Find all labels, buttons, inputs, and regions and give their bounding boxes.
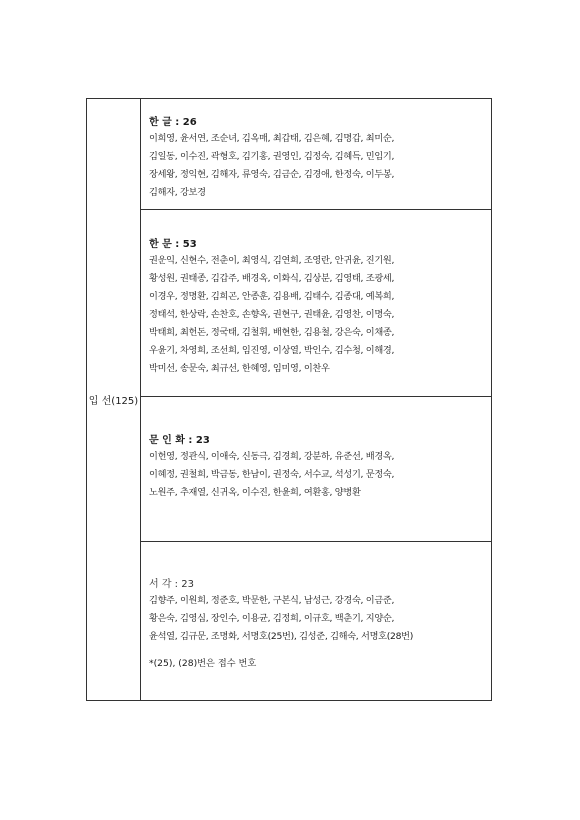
- name-line: 김해자, 강보경: [149, 187, 206, 198]
- name-line: 김일동, 이수진, 곽형호, 김기홍, 권영인, 김정숙, 김혜득, 민임기,: [149, 151, 395, 162]
- name-list: [149, 592, 483, 646]
- section-hanmun: [141, 210, 491, 397]
- section-hangeul: [141, 99, 491, 210]
- name-line: 이헌영, 정관식, 이애숙, 신동극, 김경희, 강분하, 유준선, 배경옥,: [149, 451, 395, 462]
- name-line: 정태석, 한상락, 손찬호, 손향옥, 권현구, 권태윤, 김영찬, 이명숙,: [149, 309, 395, 320]
- name-line: 김향주, 이원희, 정준호, 박문한, 구본식, 남성근, 강경숙, 이금준,: [149, 595, 395, 606]
- name-line: 윤석열, 김규문, 조명화, 서명호(25번), 김성준, 김해숙, 서명호(28번): [149, 631, 413, 642]
- footnote: *(25), (28)번은 접수 번호: [149, 658, 257, 669]
- section-munin: [141, 397, 491, 542]
- section-header: 서 각 : 23: [149, 579, 194, 590]
- section-header: 문 인 화 : 23: [149, 435, 210, 446]
- name-line: 노원주, 추재열, 신귀옥, 이수진, 한윤희, 여환홍, 양병환: [149, 487, 361, 498]
- name-line: 황은숙, 김영심, 장인수, 이용균, 김정희, 이규호, 백춘기, 지양순,: [149, 613, 395, 624]
- name-line: 박미선, 송문숙, 최규선, 한혜영, 임미영, 이찬우: [149, 363, 330, 374]
- name-line: 이희영, 윤서연, 조순녀, 김옥매, 최갑태, 김은혜, 김명갑, 최미순,: [149, 133, 395, 144]
- name-line: 이혜정, 권철희, 박금동, 한남이, 권정숙, 서수교, 석성기, 문정숙,: [149, 469, 395, 480]
- name-list: [149, 130, 483, 202]
- name-line: 이경우, 정명환, 김희곤, 안종훈, 김용배, 김태수, 김종대, 예복희,: [149, 291, 395, 302]
- section-seogak: [141, 542, 491, 700]
- award-table: [86, 98, 492, 701]
- section-header: 한 글 : 26: [149, 117, 197, 128]
- name-line: 우윤기, 차영희, 조선희, 임진영, 이상열, 박인수, 김수청, 이해경,: [149, 345, 395, 356]
- category-label: 입 선(125): [88, 396, 139, 407]
- name-line: 장세왕, 정익현, 김해자, 류영숙, 김금순, 김경애, 한정숙, 이두봉,: [149, 169, 395, 180]
- section-header: 한 문 : 53: [149, 239, 197, 250]
- name-line: 박태희, 최헌돈, 정국태, 김철휘, 배현한, 김용철, 강은숙, 이채종,: [149, 327, 395, 338]
- category-cell: [87, 99, 141, 700]
- name-line: 황성원, 권태종, 김갑주, 배경옥, 이화식, 김상분, 김영태, 조광세,: [149, 273, 395, 284]
- name-line: 권운익, 신현수, 전춘이, 최영식, 김연희, 조영란, 안귀윤, 진기원,: [149, 255, 395, 266]
- name-list: [149, 448, 483, 502]
- name-list: [149, 252, 483, 378]
- sections-column: [141, 99, 491, 700]
